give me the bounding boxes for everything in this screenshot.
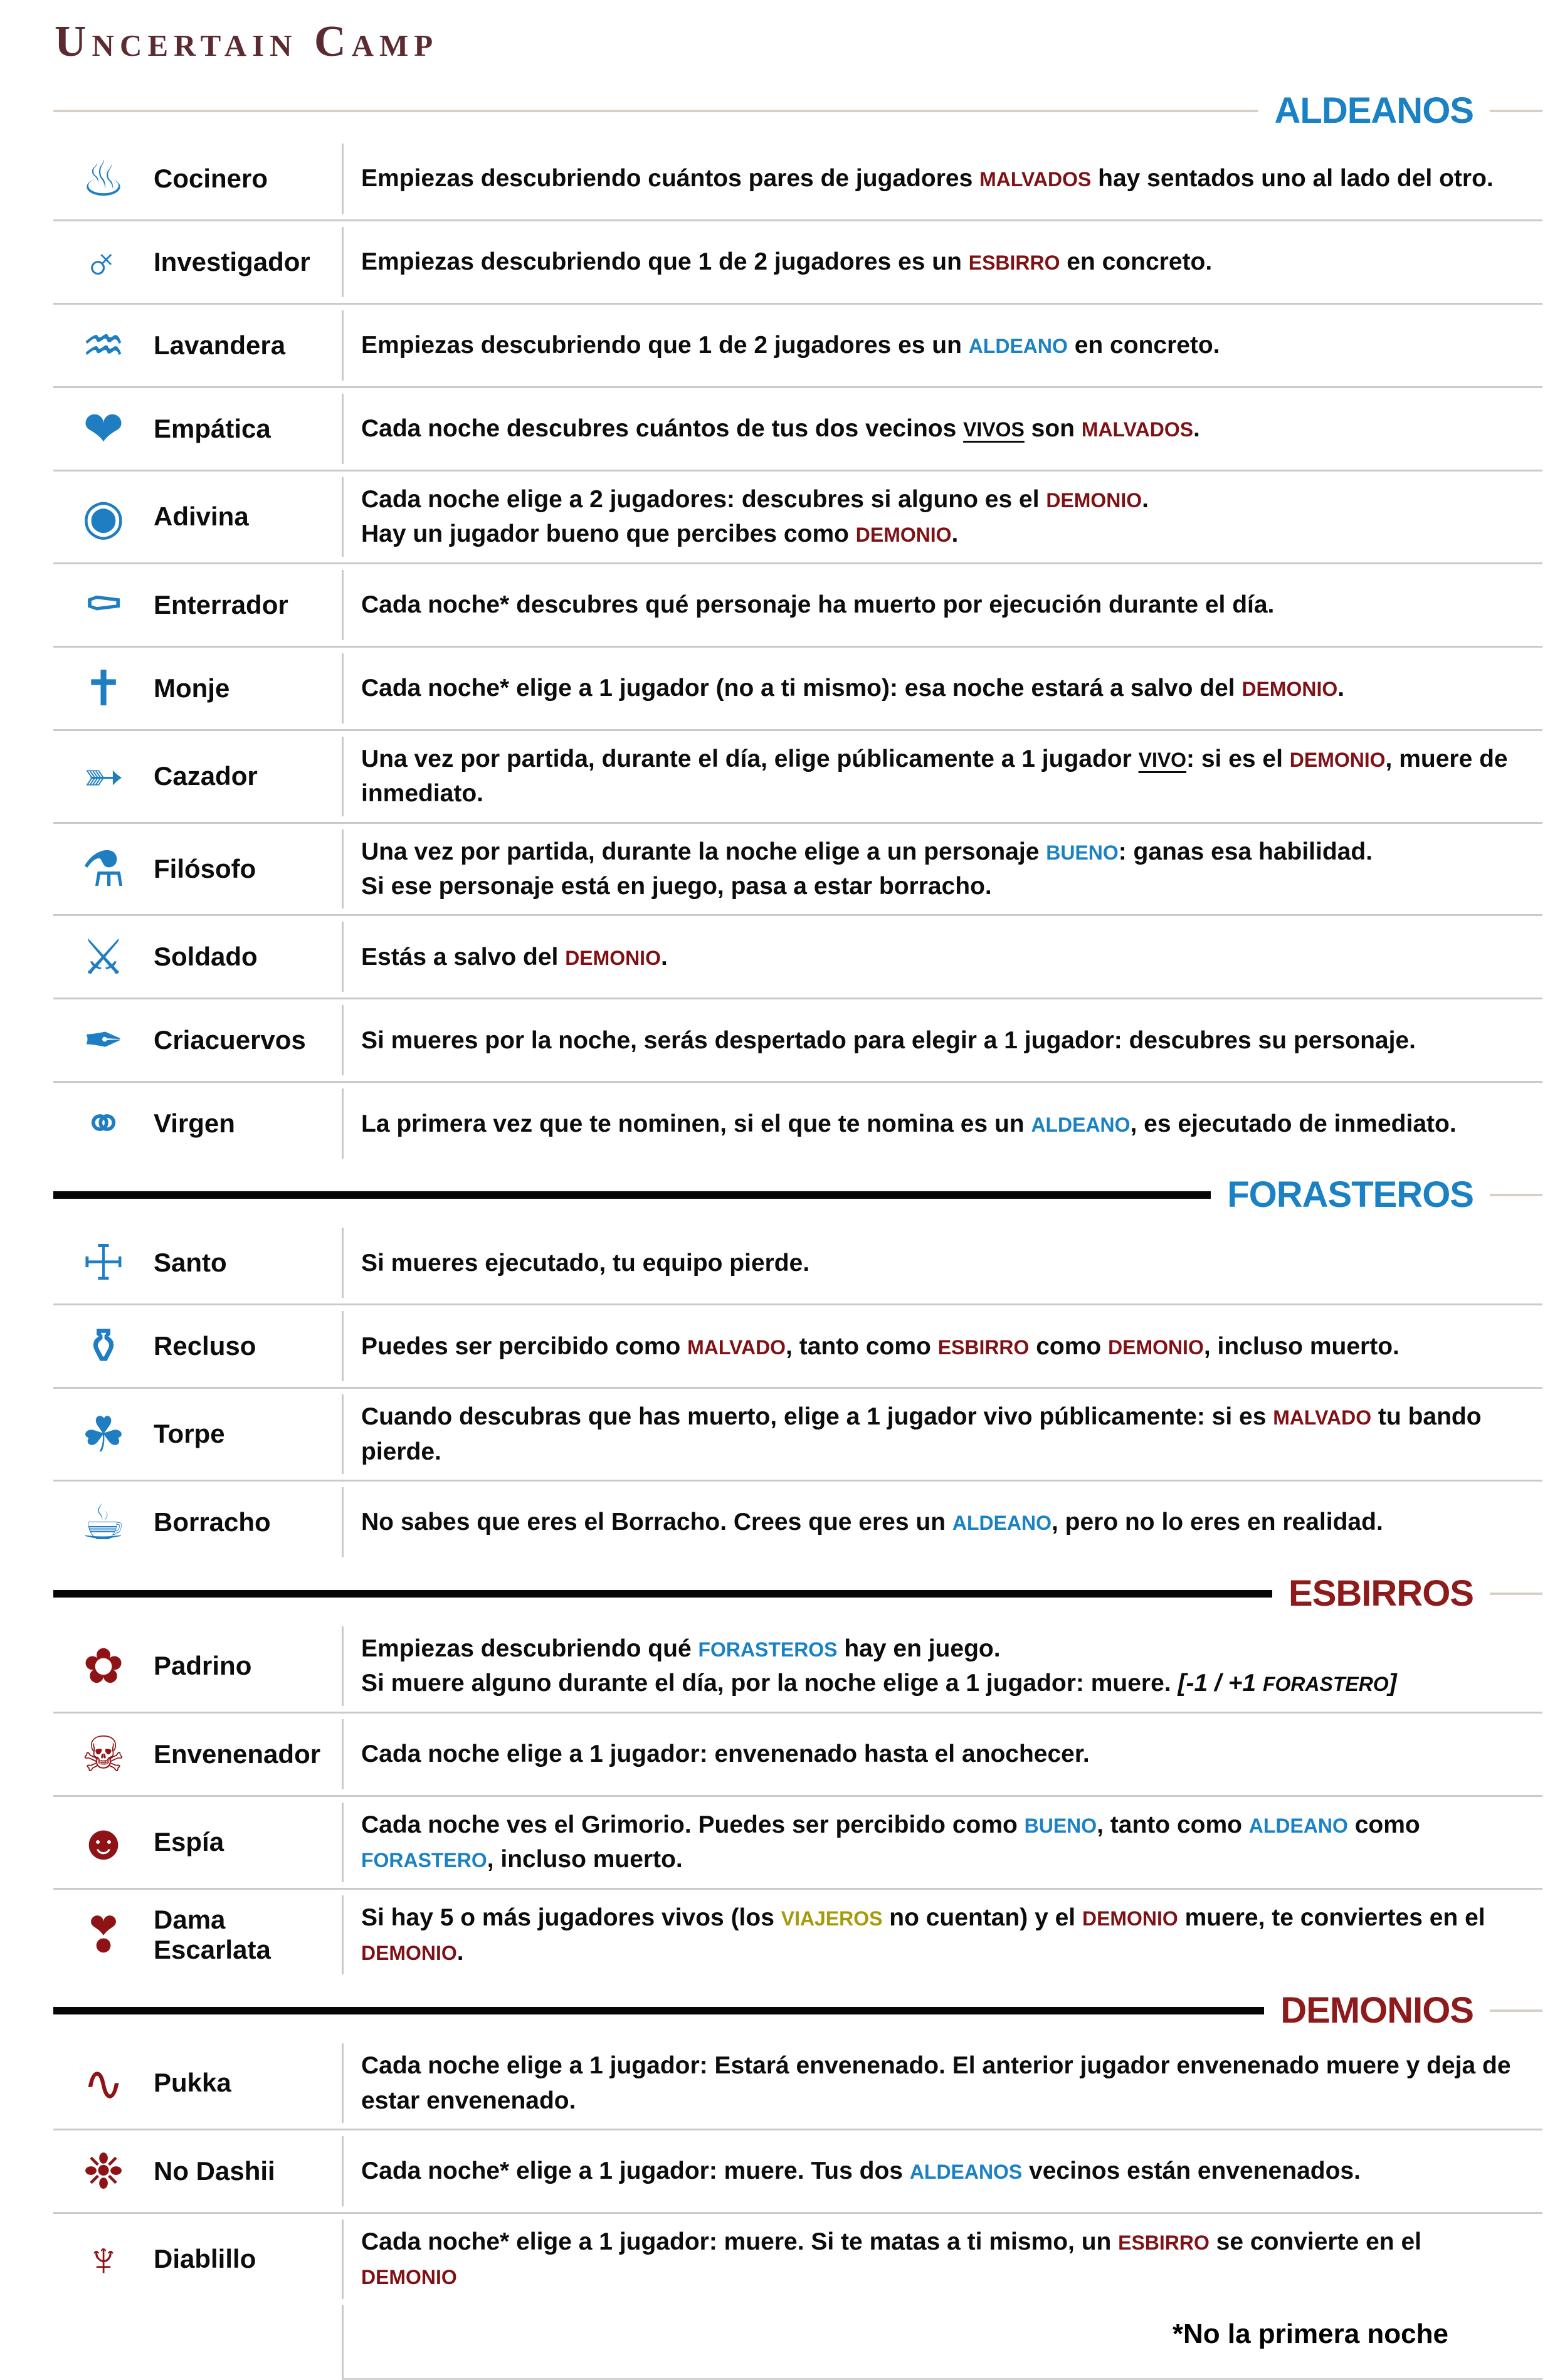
ability-text: . (1337, 675, 1345, 702)
role-row-emp-tica (53, 386, 1542, 470)
ability-text: , tanto como (786, 1332, 938, 1360)
ability-text: Estás a salvo del (361, 943, 566, 971)
ability-text: No sabes que eres el Borracho. Crees que eres un (361, 1509, 952, 1536)
role-icon-cell (53, 1406, 154, 1462)
section-rows-forasteros (53, 1222, 1542, 1563)
ability-line (361, 2225, 1524, 2294)
role-name: Dama Escarlata (154, 1904, 271, 1964)
clothesline-icon: ♒ (82, 318, 125, 373)
ability-line (361, 835, 1524, 869)
section-header-forasteros (53, 1168, 1542, 1222)
role-ability (342, 2219, 1542, 2299)
role-ability (342, 829, 1542, 909)
heart-icon: ❤ (83, 401, 124, 456)
section-divider-tail (1490, 1593, 1542, 1595)
role-row-soldado (53, 914, 1542, 998)
section-header-demonios (53, 1984, 1542, 2038)
rings-icon: ⚭ (83, 1096, 124, 1152)
role-row-recluso (53, 1303, 1542, 1387)
role-name: Cazador (154, 761, 258, 791)
section-divider-line (53, 2007, 1264, 2014)
role-icon-cell (53, 1319, 154, 1374)
role-ability (342, 1311, 1542, 1381)
ability-keyword: VIAJEROS (781, 1907, 883, 1930)
ability-text: en concreto. (1060, 248, 1213, 276)
ability-line (361, 587, 1524, 622)
role-icon-cell (53, 929, 154, 985)
role-name: Cocinero (154, 163, 268, 193)
role-row-pukka (53, 2038, 1542, 2129)
ability-keyword: DEMONIO (361, 2266, 457, 2289)
role-icon-cell (53, 2144, 154, 2199)
role-ability (342, 394, 1542, 464)
ability-line (361, 1329, 1524, 1364)
ability-text: Si muere alguno durante el día, por la noche elige a 1 jugador: muere. (361, 1670, 1178, 1697)
ability-text: en concreto. (1067, 332, 1220, 359)
role-name: Adivina (154, 502, 249, 532)
section-divider-tail (1490, 2009, 1542, 2012)
section-rows-esbirros (53, 1621, 1542, 1980)
ability-keyword: ALDEANO (1248, 1814, 1348, 1837)
ability-keyword: MALVADOS (979, 168, 1092, 191)
role-ability (342, 227, 1542, 297)
role-icon-cell (53, 151, 154, 206)
role-ability (342, 737, 1542, 816)
role-row-virgen (53, 1081, 1542, 1164)
ability-text: , es ejecutado de inmediato. (1130, 1110, 1457, 1137)
ability-keyword: FORASTEROS (698, 1638, 838, 1661)
role-name: Pukka (154, 2068, 231, 2098)
ability-keyword: ALDEANOS (909, 2161, 1023, 2184)
ability-text: . (1142, 486, 1149, 513)
role-name: Diablillo (154, 2244, 256, 2274)
ability-line (361, 1666, 1524, 1700)
role-row-borracho (53, 1480, 1542, 1563)
role-row-esp-a (53, 1795, 1542, 1888)
role-ability (342, 2136, 1542, 2206)
sections-root (53, 80, 1542, 2305)
role-name: Enterrador (154, 589, 288, 619)
ability-text: Cuando descubras que has muerto, elige a 1 jugador vivo públicamente: si es (361, 1403, 1273, 1431)
ability-text: Cada noche* elige a 1 jugador: muere. Tus dos (361, 2157, 910, 2185)
raven-icon: ✒ (83, 1013, 124, 1068)
role-ability (342, 1005, 1542, 1075)
ability-keyword: DEMONIO (565, 946, 661, 969)
role-name: Envenenador (154, 1739, 321, 1769)
angel-wings-icon: ☩ (82, 1235, 125, 1291)
table-tail (53, 2305, 1542, 2380)
role-row-adivina (53, 470, 1542, 562)
ability-text: : si es el (1186, 745, 1290, 772)
role-row-diablillo (53, 2212, 1542, 2305)
smoking-pipe-icon: ⚗ (82, 841, 125, 897)
role-name: Padrino (154, 1651, 252, 1681)
ability-keyword: ALDEANO (1031, 1113, 1131, 1136)
ability-keyword: MALVADO (687, 1335, 786, 1359)
role-icon-cell (53, 1013, 154, 1068)
role-icon-cell (53, 749, 154, 804)
ability-text: Si mueres por la noche, serás despertado para elegir a 1 jugador: descubres su personaje. (361, 1026, 1416, 1054)
role-row-cazador (53, 729, 1542, 822)
role-ability (342, 1626, 1542, 1706)
beer-stein-icon: ☕ (82, 1495, 125, 1550)
ability-keyword: BUENO (1046, 841, 1119, 864)
ability-text: , incluso muerto. (487, 1846, 683, 1873)
ability-keyword: BUENO (1024, 1814, 1097, 1837)
ability-keyword: DEMONIO (1046, 489, 1142, 512)
crystal-ball-icon: ◉ (82, 489, 125, 545)
ability-text: hay sentados uno al lado del otro. (1091, 165, 1494, 192)
role-name: Virgen (154, 1108, 235, 1139)
section-rows-aldeanos (53, 138, 1542, 1164)
ability-line (361, 1808, 1524, 1877)
ability-line (361, 2048, 1524, 2118)
role-icon-cell (53, 489, 154, 545)
ability-text: Cada noche* elige a 1 jugador: muere. Si te matas a ti mismo, un (361, 2228, 1119, 2255)
snake-icon: ∿ (83, 2055, 124, 2111)
ability-text: Una vez por partida, durante el día, elige públicamente a 1 jugador (361, 745, 1139, 772)
role-ability (342, 1803, 1542, 1882)
section-divider-tail (1490, 110, 1542, 112)
magnifying-glass-icon: ♁ (71, 229, 136, 295)
role-icon-cell (53, 1096, 154, 1152)
role-name: Empática (154, 413, 271, 443)
ability-line (361, 161, 1524, 196)
section-divider-line (53, 1590, 1272, 1598)
crosier-icon: ✝ (83, 660, 124, 716)
ability-line (361, 1023, 1524, 1058)
role-name: Monje (154, 673, 230, 703)
ability-text: Si hay 5 o más jugadores vivos (los (361, 1903, 781, 1931)
footnote-not-first-night: *No la primera noche (1172, 2319, 1448, 2350)
ability-text: , pero no lo eres en realidad. (1051, 1509, 1383, 1536)
role-icon-cell (53, 318, 154, 373)
ability-line (361, 411, 1524, 446)
role-ability (342, 1228, 1542, 1298)
ability-keyword: ALDEANO (952, 1512, 1052, 1535)
ability-text: como (1347, 1811, 1420, 1838)
role-row-padrino (53, 1621, 1542, 1712)
role-icon-cell (53, 2055, 154, 2111)
role-ability (342, 1394, 1542, 1474)
role-icon-cell (53, 577, 154, 633)
role-ability (342, 653, 1542, 724)
ability-text: . (660, 943, 668, 971)
ability-text: : ganas esa habilidad. (1118, 838, 1373, 865)
ability-text: Empiezas descubriendo que 1 de 2 jugadores es un (361, 248, 969, 276)
banana-peel-icon: ☘ (82, 1406, 125, 1462)
role-ability (342, 1895, 1542, 1975)
role-row-torpe (53, 1387, 1542, 1480)
role-ability (342, 1487, 1542, 1557)
ability-text: tu bando pierde. (361, 1403, 1482, 1465)
ability-keyword: MALVADO (1273, 1406, 1372, 1430)
section-label-forasteros: FORASTEROS (1227, 1174, 1473, 1216)
ability-text: Cada noche elige a 2 jugadores: descubres si alguno es el (361, 486, 1046, 513)
role-name: Espía (154, 1826, 224, 1856)
ability-text: Cada noche* descubres qué personaje ha muerto por ejecución durante el día. (361, 591, 1275, 619)
ability-text: hay en juego. (837, 1635, 1001, 1662)
ability-line (361, 1900, 1524, 1970)
ability-text: Cada noche elige a 1 jugador: envenenado hasta el anochecer. (361, 1740, 1090, 1768)
ability-line (361, 1107, 1524, 1141)
lips-icon: ❣ (83, 1907, 124, 1962)
section-header-aldeanos (53, 84, 1542, 138)
role-icon-cell (53, 1495, 154, 1550)
ability-keyword: VIVOS (963, 418, 1025, 441)
role-name: Torpe (154, 1419, 225, 1449)
ability-text: son (1024, 415, 1082, 443)
ability-line (361, 869, 1524, 903)
role-name: Borracho (154, 1507, 271, 1537)
ability-text: se convierte en el (1209, 2228, 1421, 2255)
kraken-icon: ❉ (83, 2144, 124, 2199)
ability-text: Cada noche ves el Grimorio. Puedes ser percibido como (361, 1811, 1025, 1838)
ability-line (361, 517, 1524, 551)
role-icon-cell (53, 1235, 154, 1291)
section-header-esbirros (53, 1567, 1542, 1621)
section-rows-demonios (53, 2038, 1542, 2305)
ability-line (361, 1399, 1524, 1469)
bow-and-arrow-icon: ➳ (83, 749, 124, 804)
ability-line (361, 2154, 1524, 2188)
role-row-monje (53, 646, 1542, 729)
ability-text: , incluso muerto. (1203, 1332, 1400, 1360)
role-row-envenenador (53, 1712, 1542, 1795)
ability-keyword: [-1 / +1 (1178, 1670, 1263, 1697)
ability-line (361, 742, 1524, 811)
role-row-cocinero (53, 138, 1542, 219)
role-row-enterrador (53, 562, 1542, 646)
role-ability (342, 2043, 1542, 2123)
role-icon-cell (53, 660, 154, 716)
mask-icon: ☻ (77, 1814, 130, 1870)
role-ability (342, 922, 1542, 992)
role-ability (342, 310, 1542, 381)
ability-text: Si ese personaje está en juego, pasa a estar borracho. (361, 872, 992, 900)
ability-keyword: FORASTERO (1262, 1673, 1389, 1696)
ability-keyword: ] (1388, 1670, 1397, 1697)
role-name: Santo (154, 1248, 227, 1278)
role-name: Filósofo (154, 853, 256, 883)
role-name: Soldado (154, 942, 258, 972)
ability-text: Puedes ser percibido como (361, 1332, 688, 1360)
ability-line (361, 328, 1524, 362)
ability-keyword: DEMONIO (1241, 678, 1338, 701)
rose-icon: ✿ (83, 1638, 124, 1694)
poison-vial-icon: ☠ (82, 1726, 125, 1782)
ability-line (361, 245, 1524, 279)
ability-keyword: ALDEANO (968, 335, 1068, 358)
ability-line (361, 1505, 1524, 1539)
role-ability (342, 570, 1542, 640)
role-icon-cell (53, 229, 154, 295)
ability-text: . (951, 520, 959, 548)
ability-keyword: DEMONIO (1289, 748, 1386, 771)
role-row-lavandera (53, 303, 1542, 386)
section-divider-tail (1490, 1194, 1542, 1196)
page-title: Uncertain Camp (55, 18, 439, 66)
role-icon-cell (53, 1907, 154, 1962)
tail-name-spacer (154, 2305, 342, 2380)
ability-text: , muere de inmediato. (361, 745, 1508, 808)
ability-line (361, 1631, 1524, 1666)
trident-icon: ♆ (85, 2231, 122, 2287)
role-icon-cell (53, 841, 154, 897)
role-row-criacuervos (53, 998, 1542, 1081)
ability-keyword: ESBIRRO (1118, 2231, 1210, 2254)
role-icon-cell (53, 401, 154, 456)
ability-text: . (456, 1938, 464, 1966)
role-icon-cell (53, 1814, 154, 1870)
ability-text: Hay un jugador bueno que percibes como (361, 520, 856, 548)
ability-keyword: MALVADOS (1081, 418, 1194, 441)
ability-text: . (1193, 415, 1200, 443)
tail-text-cell (342, 2305, 1542, 2380)
ability-text: La primera vez que te nominen, si el que te nomina es un (361, 1110, 1031, 1137)
role-row-investigador (53, 219, 1542, 303)
role-name: Recluso (154, 1331, 256, 1361)
ability-keyword: FORASTERO (361, 1849, 487, 1872)
ability-text: , tanto como (1097, 1811, 1249, 1838)
role-ability (342, 144, 1542, 214)
ability-keyword: DEMONIO (855, 524, 952, 547)
role-icon-cell (53, 1638, 154, 1694)
role-row-no-dashii (53, 2129, 1542, 2212)
ability-text: Empiezas descubriendo cuántos pares de jugadores (361, 165, 980, 192)
ability-text: no cuentan) y el (882, 1903, 1082, 1931)
section-label-demonios: DEMONIOS (1280, 1990, 1473, 2031)
section-divider-line (53, 110, 1258, 112)
ability-line (361, 482, 1524, 517)
ability-text: Cada noche descubres cuántos de tus dos vecinos (361, 415, 964, 443)
role-name: Criacuervos (154, 1025, 306, 1055)
role-icon-cell (53, 1726, 154, 1782)
role-ability (342, 477, 1542, 557)
role-row-dama-escarlata (53, 1888, 1542, 1981)
chef-hat-icon: ♨ (82, 151, 125, 206)
ability-keyword: ESBIRRO (968, 251, 1060, 275)
ability-keyword: DEMONIO (1108, 1335, 1204, 1359)
section-divider-line (53, 1191, 1211, 1199)
oil-lamp-icon: ⚱ (83, 1319, 124, 1374)
ability-text: Empiezas descubriendo qué (361, 1635, 698, 1662)
role-row-fil-sofo (53, 822, 1542, 915)
ability-text: Cada noche* elige a 1 jugador (no a ti mismo): esa noche estará a salvo del (361, 675, 1242, 702)
ability-keyword: DEMONIO (1082, 1907, 1178, 1930)
ability-keyword: DEMONIO (361, 1941, 457, 1964)
ability-text: Cada noche elige a 1 jugador: Estará envenenado. El anterior jugador envenenado muere y deja de estar envenenado. (361, 2052, 1511, 2114)
ability-line (361, 1737, 1524, 1771)
shield-icon: ⚔ (82, 929, 125, 985)
ability-line (361, 1246, 1524, 1280)
ability-text: Si mueres ejecutado, tu equipo pierde. (361, 1249, 810, 1277)
ability-keyword: VIVO (1138, 748, 1187, 771)
ability-line (361, 940, 1524, 974)
ability-text: Una vez por partida, durante la noche elige a un personaje (361, 838, 1046, 865)
section-label-esbirros: ESBIRROS (1289, 1573, 1473, 1614)
role-icon-cell (53, 2231, 154, 2287)
ability-keyword: ESBIRRO (937, 1335, 1030, 1359)
ability-text: muere, te conviertes en el (1178, 1903, 1485, 1931)
shovel-icon: ⚰ (83, 577, 124, 633)
role-name: Lavandera (154, 330, 286, 360)
ability-text: como (1029, 1332, 1109, 1360)
role-name: Investigador (154, 246, 310, 276)
section-label-aldeanos: ALDEANOS (1274, 90, 1473, 131)
role-ability (342, 1088, 1542, 1159)
ability-text: Empiezas descubriendo que 1 de 2 jugadores es un (361, 332, 969, 359)
ability-line (361, 671, 1524, 705)
role-name: No Dashii (154, 2156, 275, 2186)
role-ability (342, 1719, 1542, 1789)
role-row-santo (53, 1222, 1542, 1303)
ability-text: vecinos están envenenados. (1022, 2157, 1361, 2185)
